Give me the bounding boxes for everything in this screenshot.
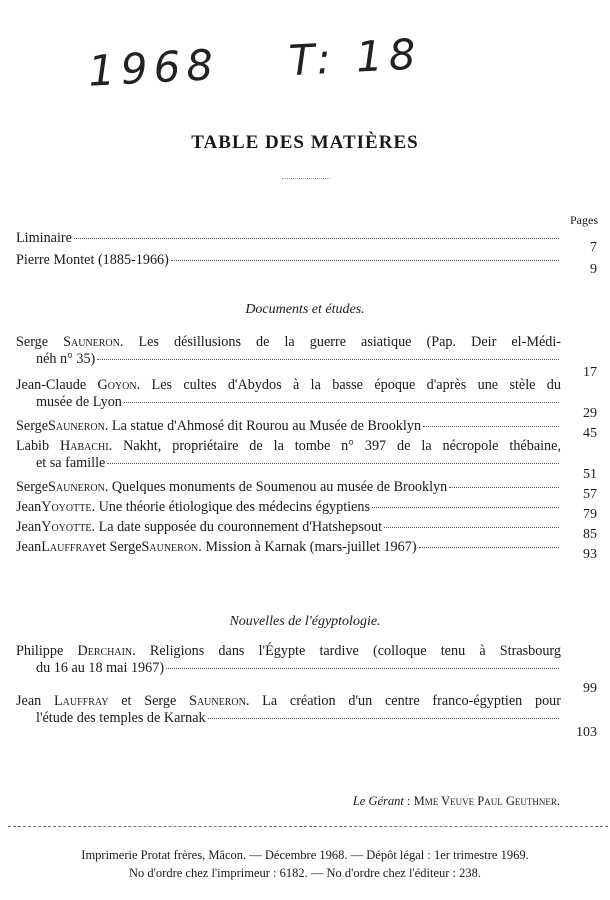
toc-group-documents: [16, 334, 601, 562]
author-name: Yoyotte: [41, 499, 92, 515]
author-name: Goyon: [97, 377, 137, 393]
entry-page: 51: [583, 467, 597, 482]
entry-title-cont: du 16 au 18 mai 1967): [36, 660, 165, 676]
gerant-line: Le Gérant : Mme Veuve Paul Geuthner.: [352, 794, 560, 808]
toc-entry: Jean-Claude Goyon. Les cultes d'Abydos à la basse époque d'après une stèle du musée de Lyon 29: [16, 377, 597, 421]
toc-group-front: [16, 230, 601, 277]
entry-title: Liminaire: [16, 230, 72, 246]
entry-title: . La création d'un centre franco-égyptien pour: [245, 693, 562, 709]
imprint-line-2: No d'ordre chez l'imprimeur : 6182. — No d'ordre chez l'éditeur : 238.: [129, 866, 481, 880]
entry-title: . Mission à Karnak (mars-juillet 1967): [198, 539, 417, 555]
entry-page: 79: [583, 507, 597, 522]
toc-entry: Serge Sauneron. Les désillusions de la guerre asiatique (Pap. Deir el-Médi- néh n° 35) 17: [16, 334, 597, 380]
entry-page: 17: [583, 365, 597, 380]
entry-title: . La statue d'Ahmosé dit Rourou au Musée de Brooklyn: [104, 418, 422, 434]
toc-entry: [16, 252, 601, 277]
entry-page: 45: [583, 426, 597, 441]
entry-page: 93: [583, 547, 597, 562]
author-name: Lauffray: [41, 539, 96, 555]
divider: [8, 826, 608, 827]
toc-entry: Jean Yoyotte . La date supposée du couronnement d'Hatshepsout 85: [16, 519, 597, 542]
toc-group-nouvelles: [16, 643, 601, 740]
entry-title: . Nakht, propriétaire de la tombe n° 397 de la nécropole thébaine,: [108, 438, 561, 454]
entry-title: . Les cultes d'Abydos à la basse époque d'après une stèle du: [136, 377, 561, 393]
toc-entry: Jean Yoyotte . Une théorie étiologique des médecins égyptiens 79: [16, 499, 597, 522]
author-name: Lauffray: [54, 693, 109, 709]
entry-title: . Quelques monuments de Soumenou au musée de Brooklyn: [104, 479, 448, 495]
toc-entry: Serge Sauneron . Quelques monuments de Soumenou au musée de Brooklyn 57: [16, 479, 597, 502]
entry-page: 29: [583, 406, 597, 421]
title-ornament: [282, 178, 330, 179]
author-name: Sauneron: [48, 479, 105, 495]
entry-title: . Les désillusions de la guerre asiatique (Pap. Deir el-Médi-: [119, 334, 561, 350]
pages-column-label: Pages: [570, 213, 598, 227]
entry-title-cont: l'étude des temples de Karnak: [36, 710, 206, 726]
entry-title: Pierre Montet (1885-1966): [16, 252, 169, 268]
handwritten-annotation: [87, 29, 423, 95]
entry-page: 99: [583, 681, 597, 696]
author-name: Sauneron: [189, 693, 246, 709]
handwritten-volume: T: 18: [287, 29, 423, 86]
section-heading-documents: Documents et études.: [245, 302, 365, 317]
toc-entry: Philippe Derchain. Religions dans l'Égypte tardive (colloque tenu à Strasbourg du 16 au 18 mai 1967) 99: [16, 643, 597, 696]
gerant-name: Mme Veuve Paul Geuthner.: [413, 794, 560, 808]
handwritten-year: 1968: [86, 39, 221, 96]
toc-entry: Jean Lauffray et Serge Sauneron. La création d'un centre franco-égyptien pour l'étude des temples de Karnak 103: [16, 693, 597, 740]
author-name: Sauneron: [63, 334, 120, 350]
toc-entry: [16, 230, 601, 255]
toc-entry: Serge Sauneron . La statue d'Ahmosé dit Rourou au Musée de Brooklyn 45: [16, 418, 597, 441]
entry-page: 7: [590, 240, 597, 255]
entry-title-cont: néh n° 35): [36, 351, 96, 367]
toc-entry: Labib Habachi. Nakht, propriétaire de la tombe n° 397 de la nécropole thébaine, et sa famille 51: [16, 438, 597, 482]
entry-title-cont: et sa famille: [36, 455, 106, 471]
entry-title-cont: musée de Lyon: [36, 394, 122, 410]
entry-page: 85: [583, 527, 597, 542]
page-title: TABLE DES MATIÈRES: [191, 132, 419, 153]
section-heading-nouvelles: Nouvelles de l'égyptologie.: [229, 614, 381, 629]
entry-title: . La date supposée du couronnement d'Hatshepsout: [91, 519, 383, 535]
entry-title: . Religions dans l'Égypte tardive (colloque tenu à Strasbourg: [132, 643, 561, 659]
entry-page: 103: [576, 725, 597, 740]
imprint-line-1: Imprimerie Protat frères, Mâcon. — Décembre 1968. — Dépôt légal : 1er trimestre 1969.: [81, 848, 529, 862]
author-name: Sauneron: [141, 539, 199, 555]
toc-entry: Jean Lauffray et Serge Sauneron . Mission à Karnak (mars-juillet 1967) 93: [16, 539, 597, 562]
gerant-label: Le Gérant: [352, 794, 404, 808]
author-name: Habachi: [60, 438, 109, 454]
author-name: Yoyotte: [41, 519, 92, 535]
entry-page: 57: [583, 487, 597, 502]
author-name: Sauneron: [48, 418, 105, 434]
entry-title: . Une théorie étiologique des médecins égyptiens: [91, 499, 371, 515]
author-name: Derchain: [77, 643, 133, 659]
entry-page: 9: [590, 262, 597, 277]
